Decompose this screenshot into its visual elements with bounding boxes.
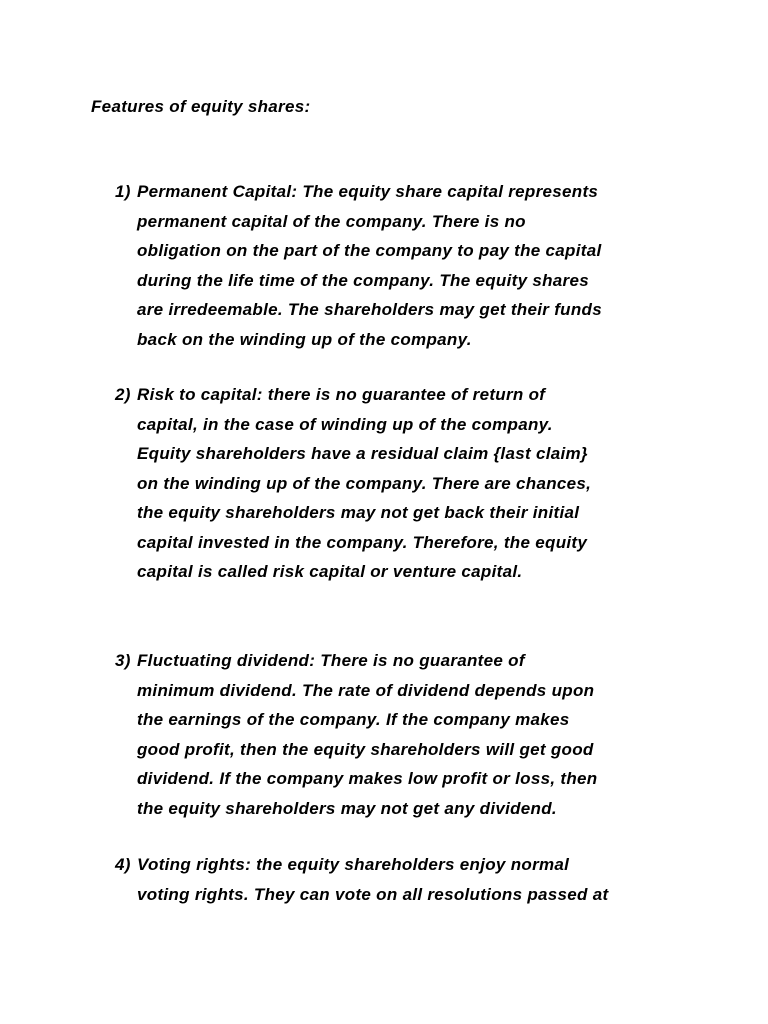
paragraph-line: capital, in the case of winding up of the company.: [137, 414, 553, 434]
list-item-fluctuating-dividend: [115, 646, 675, 823]
list-item-number: 3): [115, 651, 131, 670]
paragraph-line: capital invested in the company. Therefore, the equity: [137, 532, 588, 552]
paragraph-line: Risk to capital: there is no guarantee of return of: [137, 385, 546, 404]
paragraph-line: on the winding up of the company. There are chances,: [137, 473, 592, 493]
page-title: Features of equity shares:: [91, 97, 311, 116]
list-item-number: 4): [115, 855, 131, 874]
paragraph-line: during the life time of the company. The equity shares: [137, 270, 589, 290]
paragraph-line: Voting rights: the equity shareholders enjoy normal: [137, 855, 570, 874]
list-item-permanent-capital: [115, 177, 675, 354]
paragraph-line: the equity shareholders may not get any dividend.: [137, 798, 557, 818]
list-item-risk-to-capital: [115, 380, 675, 587]
paragraph-line: are irredeemable. The shareholders may get their funds: [137, 300, 602, 319]
paragraph-line: Permanent Capital: The equity share capital represents: [137, 182, 599, 201]
paragraph-line: the equity shareholders may not get back their initial: [137, 503, 580, 522]
paragraph-line: Equity shareholders have a residual claim {last claim}: [137, 444, 588, 463]
paragraph-line: capital is called risk capital or venture capital.: [137, 562, 523, 581]
paragraph-line: dividend. If the company makes low profit or loss, then: [137, 769, 598, 788]
list-item-voting-rights: [115, 850, 675, 909]
list-item-number: 1): [115, 182, 131, 201]
paragraph-line: permanent capital of the company. There is no: [137, 211, 526, 231]
paragraph-line: voting rights. They can vote on all resolutions passed at: [137, 884, 609, 904]
paragraph-line: back on the winding up of the company.: [137, 329, 472, 349]
paragraph-line: minimum dividend. The rate of dividend depends upon: [137, 680, 595, 700]
list-item-number: 2): [115, 385, 131, 404]
paragraph-line: Fluctuating dividend: There is no guarantee of: [137, 651, 525, 670]
paragraph-line: the earnings of the company. If the company makes: [137, 710, 570, 729]
paragraph-line: good profit, then the equity shareholders will get good: [137, 739, 594, 759]
paragraph-line: obligation on the part of the company to pay the capital: [137, 241, 602, 260]
